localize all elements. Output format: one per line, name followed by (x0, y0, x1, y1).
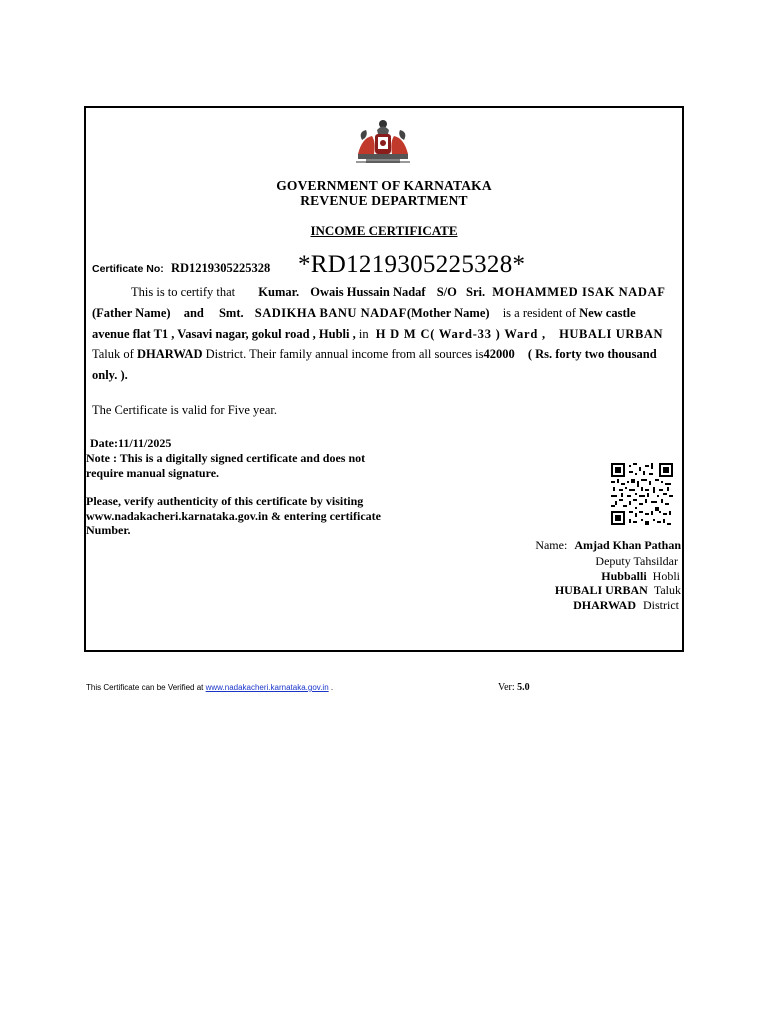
income-words-end: only. ). (92, 368, 128, 382)
signatory-name-line (535, 538, 681, 553)
mother-name-label: (Mother Name) (406, 306, 490, 320)
sig-district-label: District (643, 598, 679, 612)
hobli-label: Hobli (652, 569, 680, 583)
ward-name: H D M C( Ward-33 ) Ward , (375, 327, 546, 341)
footer-text: This Certificate can be Verified at (86, 683, 204, 692)
certify-intro: This is to certify that (131, 285, 236, 299)
issue-date: Date:11/11/2025 (90, 436, 172, 450)
karnataka-emblem-icon (352, 118, 414, 168)
district-name: DHARWAD (136, 347, 203, 361)
validity-statement: The Certificate is valid for Five year. (92, 403, 278, 417)
body-line-2 (92, 306, 636, 321)
title-sri: Sri. (466, 285, 486, 299)
father-name-label: (Father Name) (92, 306, 171, 320)
signatory-name: Amjad Khan Pathan (574, 538, 681, 552)
version-label: Ver: (498, 682, 515, 693)
verify-line-1: Please, verify authenticity of this certificate by visiting (86, 494, 364, 508)
signatory-district (573, 598, 679, 613)
mother-name: SADIKHA BANU NADAF (254, 306, 407, 320)
title-kumar: Kumar. (258, 285, 300, 299)
footer-dot: . (330, 683, 334, 692)
verify-note (86, 494, 381, 538)
note-line-1: Note : This is a digitally signed certificate and does not (86, 451, 366, 465)
version-value: 5.0 (517, 682, 530, 693)
sig-taluk-label: Taluk (653, 583, 681, 597)
income-statement: District. Their family annual income from all sources is (205, 347, 484, 361)
address-part-2: avenue flat T1 , Vasavi nagar, gokul road , Hubli , (92, 327, 356, 341)
certificate-no-value: RD1219305225328 (171, 261, 271, 275)
taluk-name: HUBALI URBAN (559, 327, 664, 341)
department-heading: REVENUE DEPARTMENT (300, 193, 468, 208)
body-line-4 (92, 347, 657, 362)
resident-of: is a resident of (502, 306, 576, 320)
name-label: Name: (535, 538, 568, 552)
certificate-no-label: Certificate No: (92, 263, 164, 275)
body-line-1 (131, 285, 665, 300)
body-line-3 (92, 327, 663, 342)
note-line-2: require manual signature. (86, 465, 220, 480)
signatory-taluk (555, 583, 681, 598)
qr-code-icon (611, 463, 673, 525)
sig-district-name: DHARWAD (573, 598, 636, 612)
sig-taluk-name: HUBALI URBAN (554, 583, 648, 597)
address-part-1: New castle (579, 306, 636, 320)
title-smt: Smt. (218, 306, 244, 320)
signatory-hobli (601, 569, 680, 584)
applicant-name: Owais Hussain Nadaf (310, 285, 426, 299)
certificate-barcode-text: *RD1219305225328* (298, 251, 526, 278)
footer-verify (86, 683, 333, 692)
government-heading: GOVERNMENT OF KARNATAKA (276, 178, 492, 193)
verify-link[interactable]: www.nadakacheri.karnataka.gov.in (205, 683, 329, 692)
verify-line-3: Number. (86, 523, 131, 537)
digital-signature-note (86, 451, 365, 480)
in-word: in (358, 327, 369, 341)
and-word: and (183, 306, 204, 320)
taluk-of: Taluk of (92, 347, 134, 361)
signatory-designation: Deputy Tahsildar (595, 554, 678, 568)
income-in-words: ( Rs. forty two thousand (527, 347, 657, 361)
income-amount: 42000 (483, 347, 515, 361)
hobli-name: Hubballi (601, 569, 647, 583)
son-of: S/O (436, 285, 457, 299)
father-name: MOHAMMED ISAK NADAF (492, 285, 666, 299)
certificate-title: INCOME CERTIFICATE (310, 223, 458, 238)
verify-line-2: www.nadakacheri.karnataka.gov.in & entering certificate (86, 508, 381, 523)
version-info (498, 682, 530, 693)
